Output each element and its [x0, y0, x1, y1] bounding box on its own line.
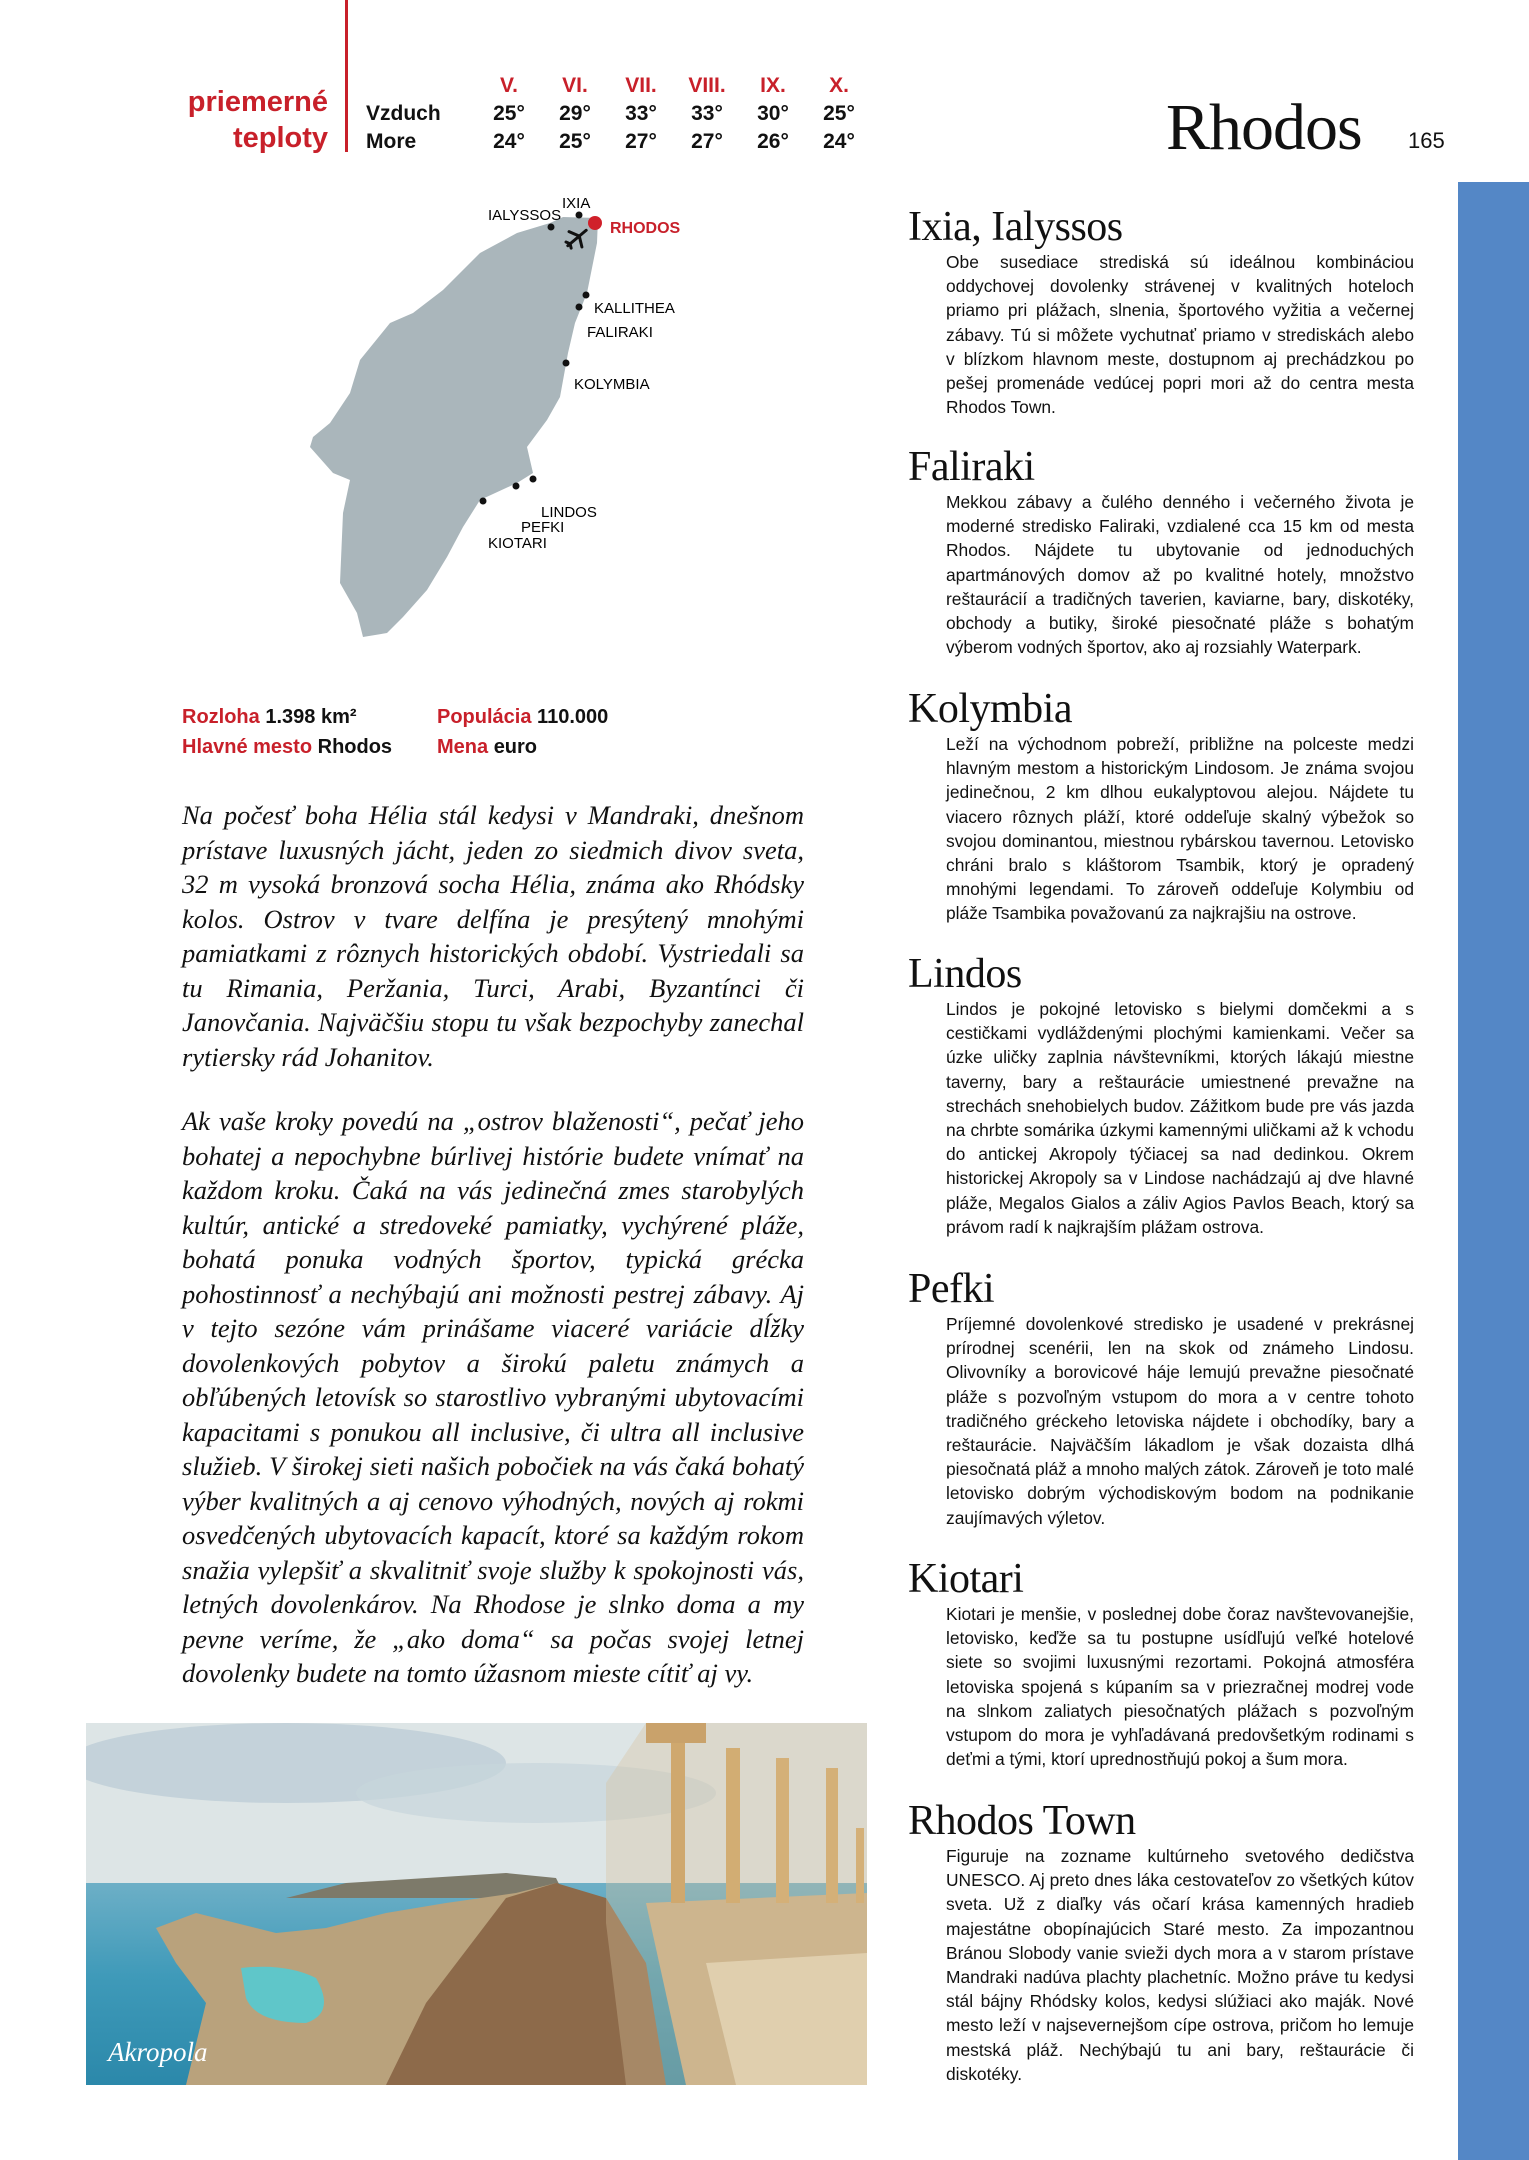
- section-title: Kolymbia: [908, 686, 1072, 732]
- section-faliraki: [908, 444, 1414, 659]
- section-title: Lindos: [908, 951, 1022, 997]
- map-label-lindos: LINDOS: [541, 504, 597, 521]
- map-dot-kiotari: [480, 498, 487, 505]
- map-dot-rhodos: [588, 216, 602, 230]
- fact-population: Populácia 110.000: [437, 706, 609, 728]
- temperature-value: 25°: [823, 102, 855, 125]
- section-title: Pefki: [908, 1266, 995, 1312]
- row-label: More: [366, 130, 417, 153]
- temperature-value: 24°: [493, 130, 525, 153]
- month-header: VII.: [625, 74, 657, 97]
- temperature-value: 24°: [823, 130, 855, 153]
- map-dot-kolymbia: [563, 360, 570, 367]
- island-map: [0, 0, 760, 700]
- temperature-value: 26°: [757, 130, 789, 153]
- akropola-photo: [86, 1723, 867, 2085]
- map-label-ialyssos: IALYSSOS: [488, 207, 562, 224]
- temperatures-title-line1: priemerné: [187, 86, 328, 118]
- map-label-faliraki: FALIRAKI: [587, 324, 653, 341]
- intro-paragraph: Ak vaše kroky povedú na „ostrov blaženosti“, pečať jeho bohatej a nepochybne búrlivej histórie budete vnímať na každom kroku. Čaká na vás jedinečná zmes starobylých kultúr, antické a stredoveké pamiatky, vychýrené pláže, bohatá ponuka vodných športov, typická grécka pohostinnosť a nechýbajú ani možnosti pestrej zábavy. Aj v tejto sezóne vám prinášame viaceré variácie dĺžky dovolenkových pobytov a širokú paletu známych a obľúbených letovísk so starostlivo vybranými ubytovacími kapacitami s ponukou all inclusive, či ultra all inclusive služieb. V širokej sieti našich pobočiek na vás čaká bohatý výber kvalitných a aj cenovo výhodných, nových aj rokmi osvedčených ubytovacích kapacít, ktoré sa každým rokom snažia vylepšiť a skvalitniť svoje služby k spokojnosti vás, letných dovolenkárov. Na Rhodose je slnko doma a my pevne veríme, že „ako doma“ sa počas svojej letnej dovolenky budete na tomto úžasnom mieste cítiť aj vy.: [182, 1106, 804, 1688]
- fact-currency: Mena euro: [437, 736, 538, 758]
- month-header: VI.: [562, 74, 588, 97]
- temperature-value: 33°: [691, 102, 723, 125]
- map-label-kiotari: KIOTARI: [488, 535, 547, 552]
- temperature-value: 25°: [559, 130, 591, 153]
- side-color-bar: [1458, 182, 1529, 2160]
- island-facts: [182, 702, 692, 762]
- section-title: Ixia, Ialyssos: [908, 204, 1123, 250]
- section-title: Rhodos Town: [908, 1798, 1136, 1844]
- fact-capital: Hlavné mesto Rhodos: [182, 736, 393, 758]
- map-label-ixia: IXIA: [562, 195, 591, 212]
- row-label: Vzduch: [366, 102, 441, 125]
- month-header: V.: [500, 74, 518, 97]
- map-dot-faliraki: [576, 304, 583, 311]
- temperatures-title-line2: teploty: [232, 122, 328, 154]
- section-text: Kiotari je menšie, v poslednej dobe čoraz navštevovanejšie, letovisko, keďže sa tu postupne usídľujú veľké hotelové siete so svojimi luxusnými rezortami. Pokojná atmosféra letoviska spojená s kúpaním sa v priezračnej modrej vode na slnkom zaliatych piesočnatých plážach s pozvoľným vstupom do mora je vyhľadávaná predovšetkým rodinami s deťmi a tými, ktorí uprednostňujú pokoj a šum mora.: [946, 1604, 1414, 1770]
- map-dot-ialyssos: [548, 224, 555, 231]
- temperature-value: 29°: [559, 102, 591, 125]
- section-title: Faliraki: [908, 444, 1035, 490]
- section-text: Leží na východnom pobreží, približne na polceste medzi hlavným mestom a historickým Lindosom. Je známa svojou jedinečnou, 2 km dlhou eukalyptovou alejou. Nájdete tu viacero rôznych pláží, ktoré oddeľuje skalný výbežok so svojou dominantou, miestnou rybárskou tavernou. Letovisko chráni bralo s kláštorom Tsambik, ktorý je opradený mnohými legendami. To zároveň oddeľuje Kolymbiu od pláže Tsambika považovanú za najkrajšiu na ostrove.: [946, 734, 1414, 924]
- map-label-kolymbia: KOLYMBIA: [574, 376, 650, 393]
- fact-area: Rozloha 1.398 km²: [182, 706, 357, 728]
- map-label-rhodos: RHODOS: [610, 220, 681, 237]
- temperature-value: 33°: [625, 102, 657, 125]
- section-kiotari: [908, 1556, 1414, 1771]
- month-header: X.: [829, 74, 849, 97]
- map-dot-pefki: [513, 483, 520, 490]
- map-label-kallithea: KALLITHEA: [594, 300, 675, 317]
- temperature-value: 27°: [625, 130, 657, 153]
- section-text: Obe susediace strediská sú ideálnou kombináciou oddychovej dovolenky strávenej v kvalitných hoteloch priamo pri plážach, slnenia, športového vyžitia a večernej zábavy. Tú si môžete vychutnať priamo v strediskách alebo v blízkom hlavnom meste, dostupnom aj prechádzkou po pešej promenáde vedúcej popri mori až do centra mesta Rhodos Town.: [946, 252, 1414, 418]
- temperature-value: 27°: [691, 130, 723, 153]
- page-title: Rhodos: [1166, 91, 1362, 164]
- section-kolymbia: [908, 686, 1414, 926]
- temperature-value: 30°: [757, 102, 789, 125]
- section-rhodos-town: [908, 1798, 1414, 2086]
- map-dot-lindos: [530, 476, 537, 483]
- photo-caption: Akropola: [108, 2037, 208, 2067]
- section-ixia-ialyssos: [908, 204, 1414, 419]
- map-label-pefki: PEFKI: [521, 519, 565, 536]
- section-lindos: [908, 951, 1414, 1239]
- temperature-value: 25°: [493, 102, 525, 125]
- section-text: Príjemné dovolenkové stredisko je usadené v prekrásnej prírodnej scenérii, len na skok od známeho Lindosu. Olivovníky a borovicové háje lemujú prevažne piesočnaté pláže s pozvoľným vstupom do mora a v centre tohoto tradičného gréckeho letoviska nájdete i obchodíky, bary a reštaurácie. Najväčším lákadlom je však dozaista dlhá piesočnatá pláž a mnoho malých zátok. Zároveň je toto malé letovisko dobrým východiskovým bodom na podnikanie zaujímavých výletov.: [946, 1314, 1414, 1528]
- section-pefki: [908, 1266, 1414, 1530]
- section-text: Figuruje na zozname kultúrneho svetového dedičstva UNESCO. Aj preto dnes láka cestovateľov zo všetkých kútov sveta. Už z diaľky vás očarí krása kamenných hradieb majestátne obopínajúcich Staré mesto. Za impozantnou Bránou Slobody vanie svieži dych mora a v starom prístave Mandraki nadúva plachty plachetníc. Možno práve tu kedysi stál bájny Rhódsky kolos, kedysi slúžiaci ako maják. Nové mesto leží v najsevernejšom cípe ostrova, pričom ho lemuje mestská pláž. Nechýbajú tu ani bary, reštaurácie či diskotéky.: [946, 1846, 1414, 2084]
- map-dot-ixia: [576, 212, 583, 219]
- section-text: Mekkou zábavy a čulého denného i večerného života je moderné stredisko Faliraki, vzdialené cca 15 km od mesta Rhodos. Nájdete tu ubytovanie od jednoduchých apartmánových domov až po kvalitné hotely, množstvo reštaurácií a tradičných taverien, kaviarne, bary, diskotéky, obchody a butiky, široké piesočnaté pláže s bohatým výberom vodných športov, ako aj rozsiahly Waterpark.: [946, 492, 1414, 658]
- page-number: 165: [1408, 128, 1445, 153]
- section-text: Lindos je pokojné letovisko s bielymi domčekmi a s cestičkami vydláždenými plochými kamienkami. Večer sa úzke uličky zaplnia návštevníkmi, ktorých lákajú miestne taverny, bary a reštaurácie umiestnené prevažne na strechách snehobielych budov. Zážitkom bude pre vás jazda na chrbte somárika úzkymi kamennými uličkami až k vchodu do antickej Akropoly týčiacej sa nad dedinkou. Okrem historickej Akropoly sa v Lindose nachádzajú aj dve hlavné pláže, Megalos Gialos a záliv Agios Pavlos Beach, ktorý sa právom radí k najkrajším plážam ostrova.: [946, 999, 1414, 1237]
- map-dot-kallithea: [583, 292, 590, 299]
- photo-illustration: [86, 1723, 867, 2085]
- island-shape: [310, 217, 598, 637]
- intro-paragraph: Na počesť boha Hélia stál kedysi v Mandraki, dnešnom prístave luxusných jácht, jeden zo siedmich divov sveta, 32 m vysoká bronzová socha Hélia, známa ako Rhódsky kolos. Ostrov v tvare delfína je presýtený mnohými pamiatkami z rôznych historických období. Vystriedali sa tu Rimania, Peržania, Turci, Arabi, Byzantínci či Janovčania. Najväčšiu stopu tu však bezpochyby zanechal rytiersky rád Johanitov.: [182, 800, 804, 1072]
- section-title: Kiotari: [908, 1556, 1024, 1602]
- month-header: IX.: [760, 74, 786, 97]
- month-header: VIII.: [688, 74, 726, 97]
